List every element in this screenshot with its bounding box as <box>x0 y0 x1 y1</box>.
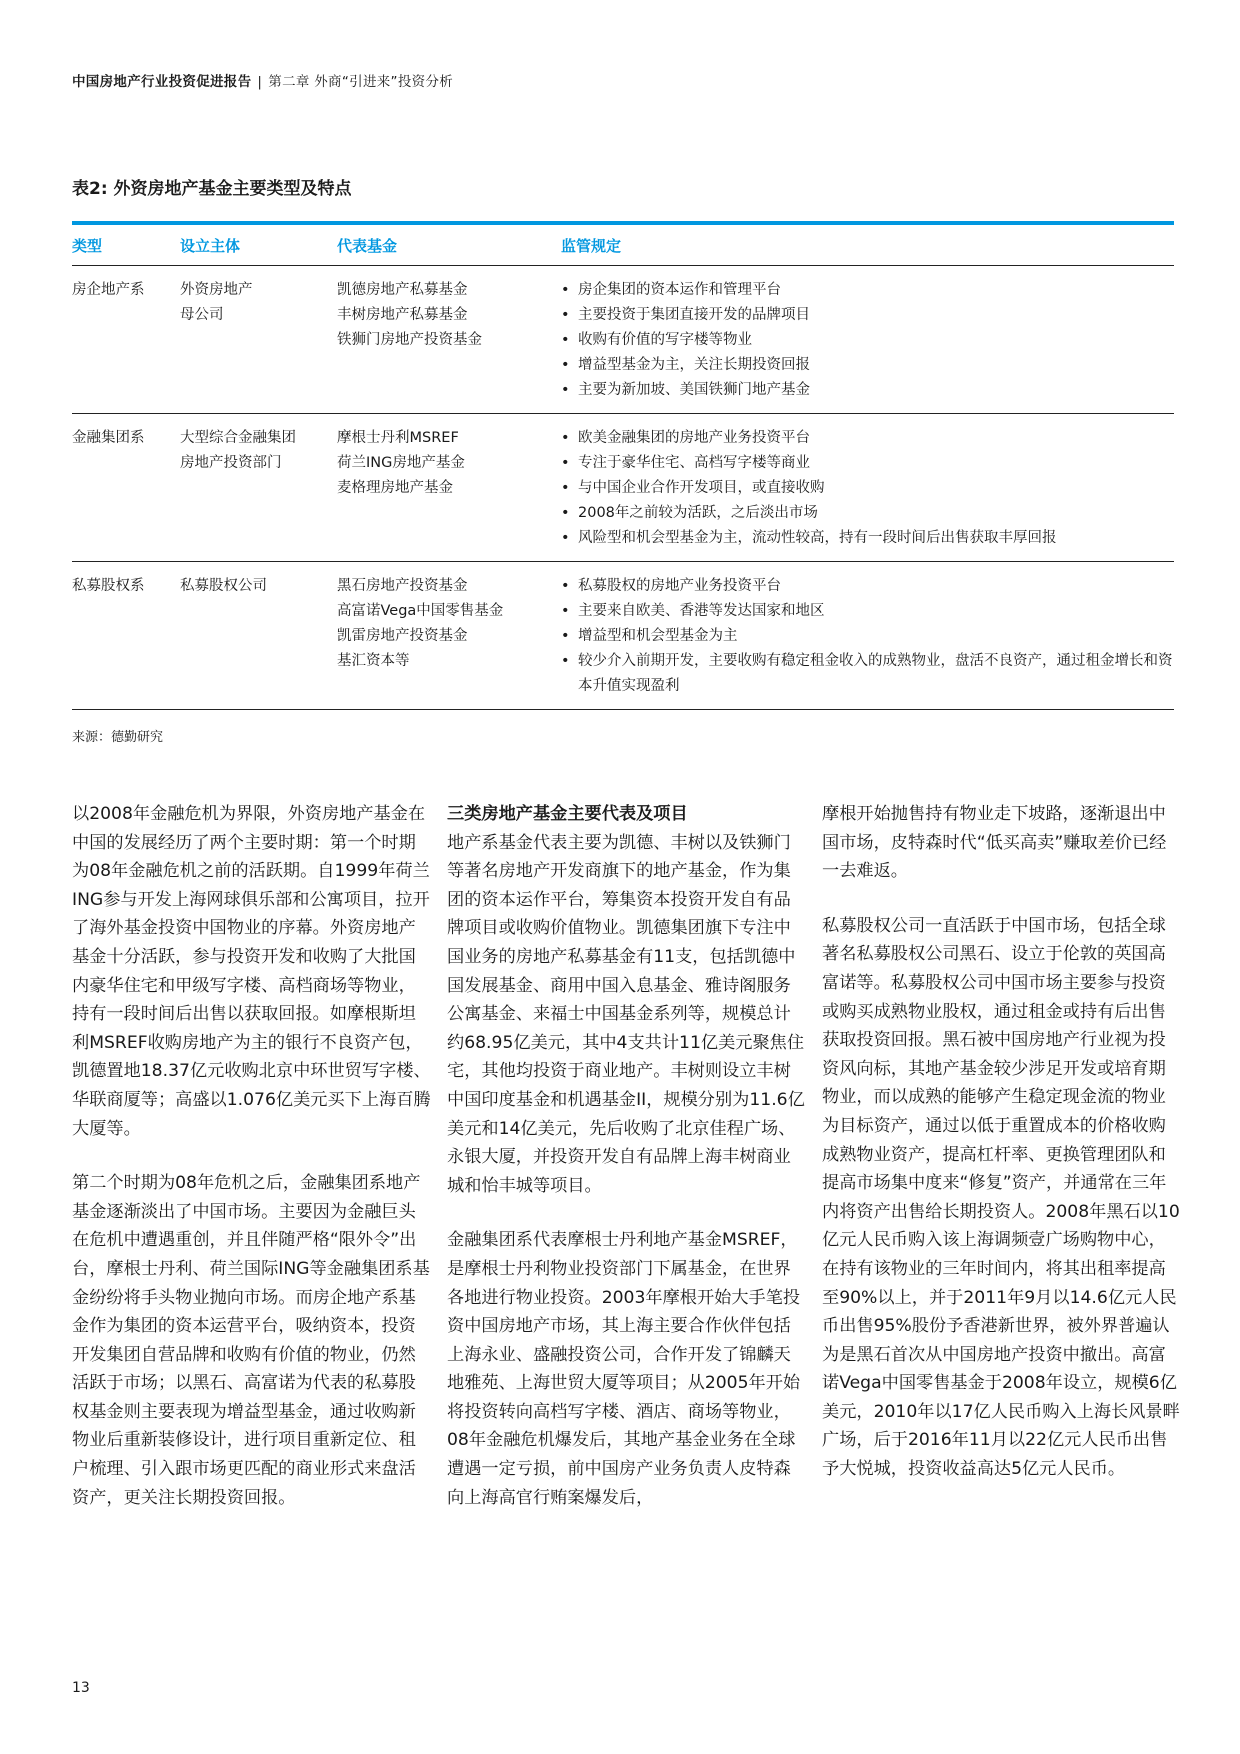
fund-name: 凯雷房地产投资基金 <box>337 628 468 644</box>
entity-line: 大型综合金融集团 <box>180 430 296 446</box>
fund-name: 基汇资本等 <box>337 653 410 669</box>
cell-type: 金融集团系 <box>72 430 145 446</box>
rules-list <box>561 278 1174 403</box>
running-header <box>72 70 453 90</box>
entity-line: 母公司 <box>180 307 224 323</box>
cell-type: 私募股权系 <box>72 578 145 594</box>
body-column-3 <box>822 800 1182 1510</box>
paragraph: 第二个时期为08年危机之后，金融集团系地产基金逐渐淡出了中国市场。主要因为金融巨头在危机中遭遇重创，并且伴随严格“限外令”出台，摩根士丹利、荷兰国际ING等金融集团系基金纷纷将手头物业抛向市场。而房企地产系基金作为集团的资本运营平台，吸纳资本，投资开发集团自营品牌和收购有价值的物业，仍然活跃于市场；以黑石、高富诺为代表的私募股权基金则主要表现为增益型基金，通过收购新物业后重新装修设计，进行项目重新定位、租户梳理、引入跟市场更匹配的商业形式来盘活资产，更关注长期投资回报。 <box>72 1173 430 1508</box>
fund-name: 摩根士丹利MSREF <box>337 430 459 446</box>
section-heading: 三类房地产基金主要代表及项目 <box>447 804 688 824</box>
fund-name: 铁狮门房地产投资基金 <box>337 332 482 348</box>
fund-name: 凯德房地产私募基金 <box>337 282 468 298</box>
rule-item: • 欧美金融集团的房地产业务投资平台 <box>561 426 1174 451</box>
cell-rules <box>559 562 1174 709</box>
rule-item: • 增益型和机会型基金为主 <box>561 624 1174 649</box>
table-row <box>72 266 1174 414</box>
rule-item: • 主要来自欧美、香港等发达国家和地区 <box>561 599 1174 624</box>
rules-list <box>561 574 1174 699</box>
cell-entity <box>180 266 337 413</box>
fund-types-table <box>72 221 1174 710</box>
fund-name: 荷兰ING房地产基金 <box>337 455 465 471</box>
chapter-title: 第二章 外商“引进来”投资分析 <box>268 74 454 90</box>
cell-funds <box>337 562 559 709</box>
rule-item: • 风险型和机会型基金为主，流动性较高，持有一段时间后出售获取丰厚回报 <box>561 526 1174 551</box>
entity-line: 外资房地产 <box>180 282 253 298</box>
table-header-row <box>72 225 1174 266</box>
fund-name: 高富诺Vega中国零售基金 <box>337 603 504 619</box>
cell-entity <box>180 414 337 561</box>
body-column-2 <box>447 800 807 1538</box>
table-row <box>72 562 1174 710</box>
rules-list <box>561 426 1174 551</box>
column-header-type: 类型 <box>72 236 103 255</box>
header-separator: | <box>257 74 263 90</box>
rule-item: • 专注于豪华住宅、高档写字楼等商业 <box>561 451 1174 476</box>
cell-type: 房企地产系 <box>72 282 145 298</box>
cell-funds <box>337 414 559 561</box>
cell-funds <box>337 266 559 413</box>
cell-rules <box>559 266 1174 413</box>
table-title: 表2: 外资房地产基金主要类型及特点 <box>72 179 352 199</box>
body-column-1 <box>72 800 432 1538</box>
page-number: 13 <box>72 1680 90 1696</box>
rule-item: • 收购有价值的写字楼等物业 <box>561 328 1174 353</box>
rule-item: • 2008年之前较为活跃，之后淡出市场 <box>561 501 1174 526</box>
column-header-rules: 监管规定 <box>561 236 622 255</box>
column-header-entity: 设立主体 <box>180 236 241 255</box>
paragraph: 金融集团系代表摩根士丹利地产基金MSREF，是摩根士丹利物业投资部门下属基金，在世界各地进行物业投资。2003年摩根开始大手笔投资中国房地产市场，其上海主要合作伙伴包括上海永业、盛融投资公司，合作开发了锦麟天地雅苑、上海世贸大厦等项目；从2005年开始将投资转向高档写字楼、酒店、商场等物业，08年金融危机爆发后，其地产基金业务在全球遭遇一定亏损，前中国房产业务负责人皮特森向上海高官行贿案爆发后， <box>447 1230 801 1508</box>
fund-name: 麦格理房地产基金 <box>337 480 453 496</box>
column-header-funds: 代表基金 <box>337 236 398 255</box>
entity-line: 私募股权公司 <box>180 578 267 594</box>
paragraph: 私募股权公司一直活跃于中国市场，包括全球著名私募股权公司黑石、设立于伦敦的英国高富诺等。私募股权公司中国市场主要参与投资或购买成熟物业股权，通过租金或持有后出售获取投资回报。黑石被中国房地产行业视为投资风向标，其地产基金较少涉足开发或培育期物业，而以成熟的能够产生稳定现金流的物业为目标资产，通过以低于重置成本的价格收购成熟物业资产，提高杠杆率、更换管理团队和提高市场集中度来“修复”资产，并通常在三年内将资产出售给长期投资人。2008年黑石以10亿元人民币购入该上海调频壹广场购物中心，在持有该物业的三年时间内，将其出租率提高至90%以上，并于2011年9月以14.6亿元人民币出售95%股份予香港新世界，被外界普遍认为是黑石首次从中国房地产投资中撤出。高富诺Vega中国零售基金于2008年设立，规模6亿美元，2010年以17亿人民币购入上海长风景畔广场，后于2016年11月以22亿元人民币出售予大悦城，投资收益高达5亿元人民币。 <box>822 915 1180 1480</box>
cell-rules <box>559 414 1174 561</box>
fund-name: 黑石房地产投资基金 <box>337 578 468 594</box>
fund-name: 丰树房地产私募基金 <box>337 307 468 323</box>
rule-item: • 与中国企业合作开发项目，或直接收购 <box>561 476 1174 501</box>
paragraph: 地产系基金代表主要为凯德、丰树以及铁狮门等著名房地产开发商旗下的地产基金，作为集团的资本运作平台，筹集资本投资开发自有品牌项目或收购价值物业。凯德集团旗下专注中国业务的房地产私募基金有11支，包括凯德中国发展基金、商用中国入息基金、雅诗阁服务公寓基金、来福士中国基金系列等，规模总计约68.95亿美元，其中4支共计11亿美元聚焦住宅，其他均投资于商业地产。丰树则设立丰树中国印度基金和机遇基金II，规模分别为11.6亿美元和14亿美元，先后收购了北京佳程广场、永银大厦，并投资开发自有品牌上海丰树商业城和怡丰城等项目。 <box>447 832 805 1196</box>
rule-item: • 较少介入前期开发，主要收购有稳定租金收入的成熟物业，盘活不良资产，通过租金增长和资本升值实现盈利 <box>561 649 1174 699</box>
rule-item: • 私募股权的房地产业务投资平台 <box>561 574 1174 599</box>
cell-entity <box>180 562 337 709</box>
rule-item: • 增益型基金为主，关注长期投资回报 <box>561 353 1174 378</box>
table-row <box>72 414 1174 562</box>
rule-item: • 房企集团的资本运作和管理平台 <box>561 278 1174 303</box>
entity-line: 房地产投资部门 <box>180 455 282 471</box>
report-title: 中国房地产行业投资促进报告 <box>72 74 252 90</box>
rule-item: • 主要为新加坡、美国铁狮门地产基金 <box>561 378 1174 403</box>
rule-item: • 主要投资于集团直接开发的品牌项目 <box>561 303 1174 328</box>
paragraph: 以2008年金融危机为界限，外资房地产基金在中国的发展经历了两个主要时期：第一个时期为08年金融危机之前的活跃期。自1999年荷兰ING参与开发上海网球俱乐部和公寓项目，拉开了海外基金投资中国物业的序幕。外资房地产基金十分活跃，参与投资开发和收购了大批国内豪华住宅和甲级写字楼、高档商场等物业，持有一段时间后出售以获取回报。如摩根斯坦利MSREF收购房地产为主的银行不良资产包，凯德置地18.37亿元收购北京中环世贸写字楼、华联商厦等；高盛以1.076亿美元买下上海百腾大厦等。 <box>72 804 431 1139</box>
paragraph: 摩根开始抛售持有物业走下坡路，逐渐退出中国市场，皮特森时代“低买高卖”赚取差价已经一去难返。 <box>822 804 1167 882</box>
table-source-note: 来源：德勤研究 <box>72 730 164 745</box>
